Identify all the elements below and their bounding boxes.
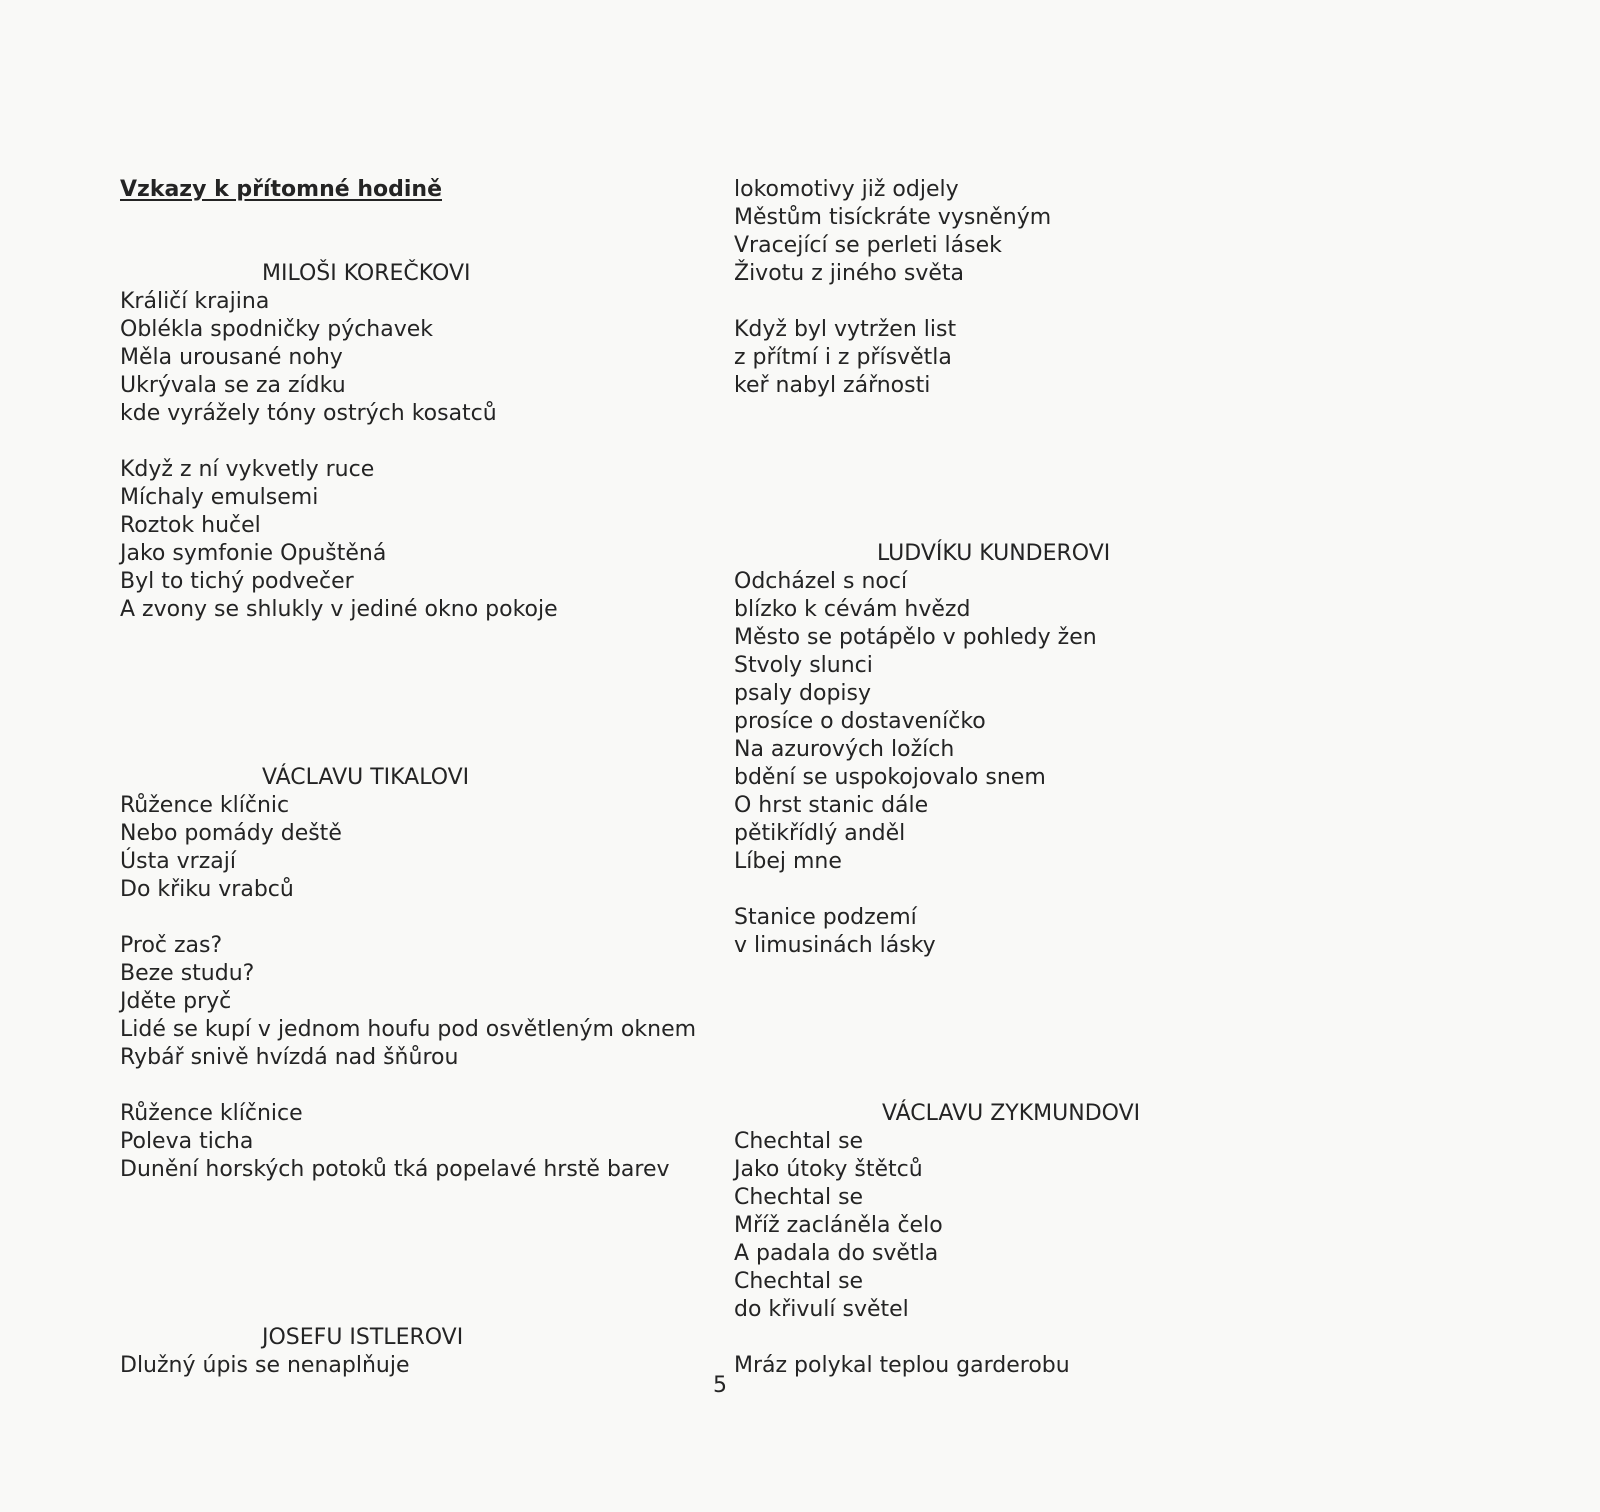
poem-line: Poleva ticha xyxy=(120,1129,254,1154)
poem-line: Rybář snivě hvízdá nad šňůrou xyxy=(120,1045,459,1070)
poem-line: Městům tisíckráte vysněným xyxy=(734,205,1052,230)
poem-line: Mráz polykal teplou garderobu xyxy=(734,1353,1070,1378)
poem-line: Odcházel s nocí xyxy=(734,569,908,594)
poem-line: prosíce o dostaveníčko xyxy=(734,709,986,734)
poem-line: v limusinách lásky xyxy=(734,933,936,958)
stanza xyxy=(734,316,1334,400)
page-number: 5 xyxy=(713,1373,727,1398)
poem-line: Jako symfonie Opuštěná xyxy=(120,541,387,566)
poem-line: Stanice podzemí xyxy=(734,905,917,930)
poem-line: Růžence klíčnic xyxy=(120,793,290,818)
poem-line: Životu z jiného světa xyxy=(734,261,964,286)
poem-line: Mříž zacláněla čelo xyxy=(734,1213,943,1238)
dedication-heading: MILOŠI KOREČKOVI xyxy=(262,261,471,286)
poem-line: Do křiku vrabců xyxy=(120,877,294,902)
stanza xyxy=(734,1128,1334,1324)
poem-line: pětikřídlý anděl xyxy=(734,821,906,846)
poem-section xyxy=(120,1324,720,1380)
poem-line: Nebo pomády deště xyxy=(120,821,342,846)
poem-section xyxy=(734,1100,1334,1380)
poem-section xyxy=(120,764,720,1184)
stanza xyxy=(120,932,720,1072)
poem-line: Chechtal se xyxy=(734,1269,864,1294)
poem-line: Stvoly slunci xyxy=(734,653,873,678)
poem-line: Králičí krajina xyxy=(120,289,270,314)
stanza xyxy=(120,1100,720,1184)
poem-line: Jděte pryč xyxy=(120,989,232,1014)
poem-line: do křivulí světel xyxy=(734,1297,909,1322)
stanza xyxy=(734,1352,1334,1380)
poem-line: blízko k cévám hvězd xyxy=(734,597,971,622)
poem-line: psaly dopisy xyxy=(734,681,872,706)
stanza xyxy=(734,904,1334,960)
poem-line: Měla urousané nohy xyxy=(120,345,343,370)
poem-line: Beze studu? xyxy=(120,961,255,986)
right-column xyxy=(734,176,1334,1380)
stanza xyxy=(734,568,1334,876)
right-sections xyxy=(734,400,1334,1380)
poem-line: kde vyrážely tóny ostrých kosatců xyxy=(120,401,497,426)
poem-line: Město se potápělo v pohledy žen xyxy=(734,625,1097,650)
poem-line: Chechtal se xyxy=(734,1185,864,1210)
poem-section xyxy=(120,260,720,624)
poem-line: keř nabyl zářnosti xyxy=(734,373,931,398)
poem-line: Míchaly emulsemi xyxy=(120,485,319,510)
poem-line: Vracející se perleti lásek xyxy=(734,233,1002,258)
poem-line: Když byl vytržen list xyxy=(734,317,957,342)
dedication-heading: VÁCLAVU ZYKMUNDOVI xyxy=(882,1101,1141,1126)
stanza xyxy=(120,792,720,904)
poem-line: A zvony se shlukly v jediné okno pokoje xyxy=(120,597,558,622)
left-sections xyxy=(120,260,720,1380)
poem-line: Roztok hučel xyxy=(120,513,261,538)
poem-line: bdění se uspokojovalo snem xyxy=(734,765,1046,790)
dedication-heading: VÁCLAVU TIKALOVI xyxy=(262,765,470,790)
poem-line: Proč zas? xyxy=(120,933,223,958)
stanza xyxy=(120,1352,720,1380)
poem-line: Dunění horských potoků tká popelavé hrstě barev xyxy=(120,1157,670,1182)
poem-section xyxy=(734,540,1334,960)
poem-line: Lidé se kupí v jednom houfu pod osvětleným oknem xyxy=(120,1017,697,1042)
poem-line: O hrst stanic dále xyxy=(734,793,929,818)
poem-line: Ukrývala se za zídku xyxy=(120,373,346,398)
poem-line: z přítmí i z přísvětla xyxy=(734,345,952,370)
right-continuation xyxy=(734,176,1334,400)
poem-line: A padala do světla xyxy=(734,1241,939,1266)
poem-line: Růžence klíčnice xyxy=(120,1101,303,1126)
dedication-heading: JOSEFU ISTLEROVI xyxy=(262,1325,464,1350)
stanza xyxy=(734,176,1334,288)
stanza xyxy=(120,288,720,428)
poem-line: Líbej mne xyxy=(734,849,842,874)
poem-line: Na azurových ložích xyxy=(734,737,955,762)
poem-line: lokomotivy již odjely xyxy=(734,177,959,202)
dedication-heading: LUDVÍKU KUNDEROVI xyxy=(877,541,1111,566)
poem-line: Jako útoky štětců xyxy=(734,1157,923,1182)
poem-line: Oblékla spodničky pýchavek xyxy=(120,317,434,342)
stanza xyxy=(120,456,720,624)
poem-line: Ústa vrzají xyxy=(120,849,236,874)
poem-line: Dlužný úpis se nenaplňuje xyxy=(120,1353,410,1378)
poem-line: Chechtal se xyxy=(734,1129,864,1154)
left-column xyxy=(120,176,720,1380)
page-title: Vzkazy k přítomné hodině xyxy=(120,177,442,202)
poem-line: Když z ní vykvetly ruce xyxy=(120,457,375,482)
poem-line: Byl to tichý podvečer xyxy=(120,569,354,594)
